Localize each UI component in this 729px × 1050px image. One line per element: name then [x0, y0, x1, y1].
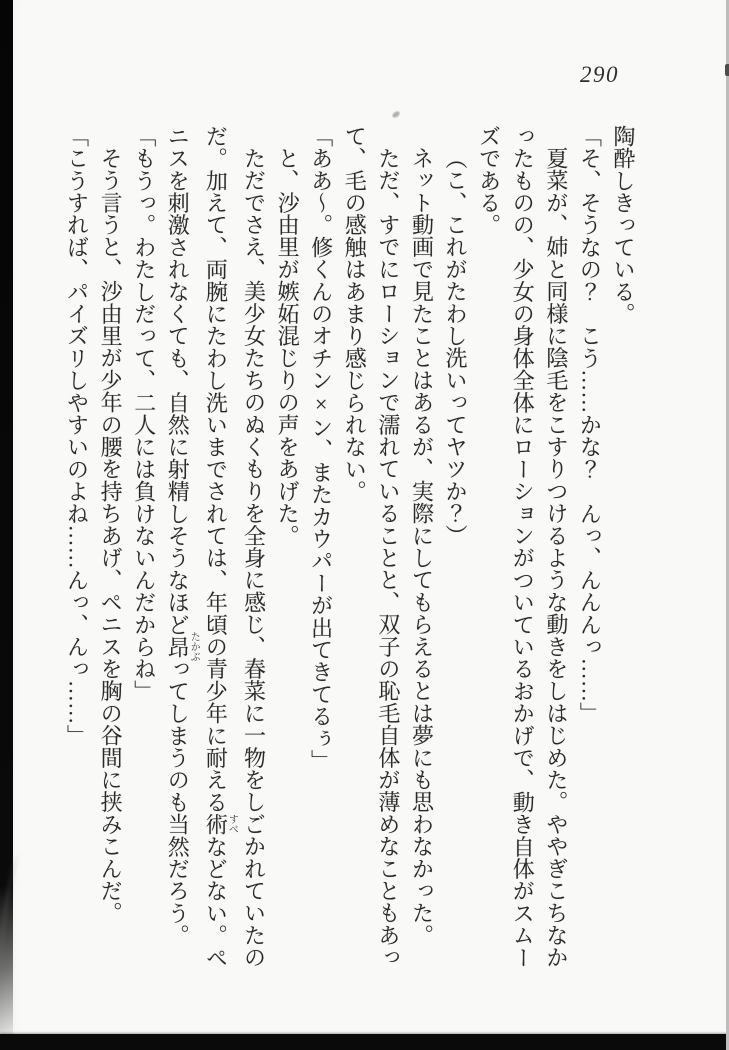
text-column: 「もうっ。わたしだって、二人には負けないんだからね」: [131, 125, 157, 703]
page-number: 290: [580, 62, 619, 87]
ruby-annotated-text: 昂たかぶ: [165, 631, 200, 662]
text-body: [65, 125, 640, 980]
text-column: 陶酔しきっている。: [611, 125, 636, 325]
scan-edge-bottom: [0, 1034, 729, 1050]
text-column: 「そ、そうなの？ こう……かな？ んっ、んんんっ……」: [577, 125, 603, 725]
text-column: ズである。: [476, 125, 502, 236]
text-column: ネット動画で見たことはあるが、実際にしてもらえるとは夢にも思わなかった。: [409, 147, 435, 947]
text-column: と、沙由里が嫉妬混じりの声をあげた。: [275, 147, 301, 547]
text-column: （こ、これがたわし洗いってヤツか？）: [443, 147, 469, 547]
scan-artifact-speck: [391, 110, 400, 118]
ruby-annotated-text: 術すべ: [203, 813, 238, 836]
text-column: て、毛の感触はあまり感じられない。: [342, 125, 368, 503]
text-column: 夏菜が、姉と同様に陰毛をこすりつけるような動きをしはじめた。ややぎこちなか: [543, 147, 569, 969]
text-column: ただでさえ、美少女たちのぬくもりを全身に感じ、春菜に一物をしごかれていたの: [241, 147, 267, 969]
text-column: ったものの、少女の身体全体にローションがついているおかげで、動き自体がスムー: [510, 125, 536, 969]
scan-artifact-tick: [725, 64, 729, 76]
text-column: 「ああ～。修くんのオチン×ン、またカウパーが出てきてるぅ」: [308, 125, 334, 772]
text-column: そう言うと、沙由里が少年の腰を持ちあげ、ペニスを胸の谷間に挟みこんだ。: [98, 147, 124, 924]
text-column: 「こうすれば、パイズリしやすいのよね……んっ、んっ……」: [64, 125, 90, 747]
text-column: ただ、すでにローションで濡れていることと、双子の恥毛自体が薄めなこともあっ: [375, 147, 401, 969]
text-column: だ。加えて、両腕にたわし洗いまでされては、年頃の青少年に耐える術すべなどない。ペ: [203, 125, 238, 969]
text-column: ニスを刺激されなくても、自然に射精しそうなほど昂たかぶってしまうのも当然だろう。: [165, 125, 200, 947]
